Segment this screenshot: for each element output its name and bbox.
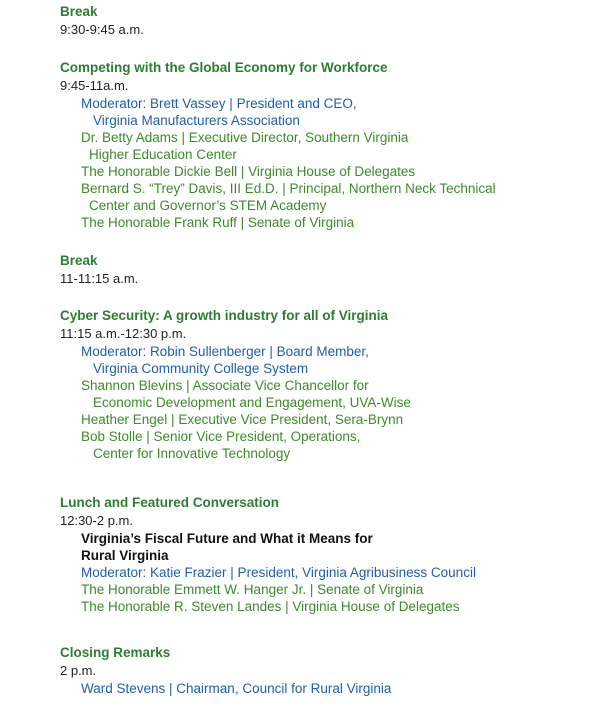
speaker-line: Dr. Betty Adams | Executive Director, Southern Virginia xyxy=(81,130,409,145)
agenda-session xyxy=(60,3,590,39)
session-time: 2 p.m. xyxy=(60,663,97,678)
session-title: Lunch and Featured Conversation xyxy=(60,495,280,510)
moderator-line: Virginia Community College System xyxy=(93,361,309,376)
speaker-line: Economic Development and Engagement, UVA-Wise xyxy=(93,395,411,410)
agenda-session xyxy=(60,307,590,462)
speaker-line: Center and Governor’s STEM Academy xyxy=(89,198,327,213)
speaker-line: The Honorable Emmett W. Hanger Jr. | Senate of Virginia xyxy=(81,582,424,597)
speaker-line: The Honorable R. Steven Landes | Virginia House of Delegates xyxy=(81,599,460,614)
agenda-session xyxy=(60,644,590,697)
speaker-line: The Honorable Frank Ruff | Senate of Virginia xyxy=(81,215,355,230)
moderator-line: Ward Stevens | Chairman, Council for Rural Virginia xyxy=(81,681,392,696)
session-title: Closing Remarks xyxy=(60,645,171,660)
session-time: 11:15 a.m.-12:30 p.m. xyxy=(60,326,187,341)
featured-topic-line: Virginia’s Fiscal Future and What it Means for xyxy=(81,531,373,546)
speaker-line: The Honorable Dickie Bell | Virginia House of Delegates xyxy=(81,164,416,179)
session-time: 11-11:15 a.m. xyxy=(60,271,139,286)
agenda-session xyxy=(60,59,590,231)
speaker-line: Higher Education Center xyxy=(89,147,237,162)
session-time: 9:45-11a.m. xyxy=(60,78,129,93)
speaker-line: Center for Innovative Technology xyxy=(93,446,291,461)
moderator-line: Moderator: Robin Sullenberger | Board Member, xyxy=(81,344,369,359)
speaker-line: Bob Stolle | Senior Vice President, Operations, xyxy=(81,429,361,444)
speaker-line: Shannon Blevins | Associate Vice Chancellor for xyxy=(81,378,369,393)
session-title: Cyber Security: A growth industry for all of Virginia xyxy=(60,308,389,323)
speaker-line: Heather Engel | Executive Vice President, Sera-Brynn xyxy=(81,412,404,427)
moderator-line: Moderator: Brett Vassey | President and CEO, xyxy=(81,96,357,111)
session-time: 12:30-2 p.m. xyxy=(60,513,133,528)
session-title: Break xyxy=(60,4,98,19)
session-title: Break xyxy=(60,253,98,268)
session-title: Competing with the Global Economy for Workforce xyxy=(60,60,388,75)
moderator-line: Moderator: Katie Frazier | President, Virginia Agribusiness Council xyxy=(81,565,476,580)
session-time: 9:30-9:45 a.m. xyxy=(60,22,144,37)
agenda-session xyxy=(60,494,590,615)
speaker-line: Bernard S. “Trey” Davis, III Ed.D. | Principal, Northern Neck Technical xyxy=(81,181,496,196)
moderator-line: Virginia Manufacturers Association xyxy=(93,113,300,128)
featured-topic-line: Rural Virginia xyxy=(81,548,169,563)
agenda-session xyxy=(60,252,590,288)
